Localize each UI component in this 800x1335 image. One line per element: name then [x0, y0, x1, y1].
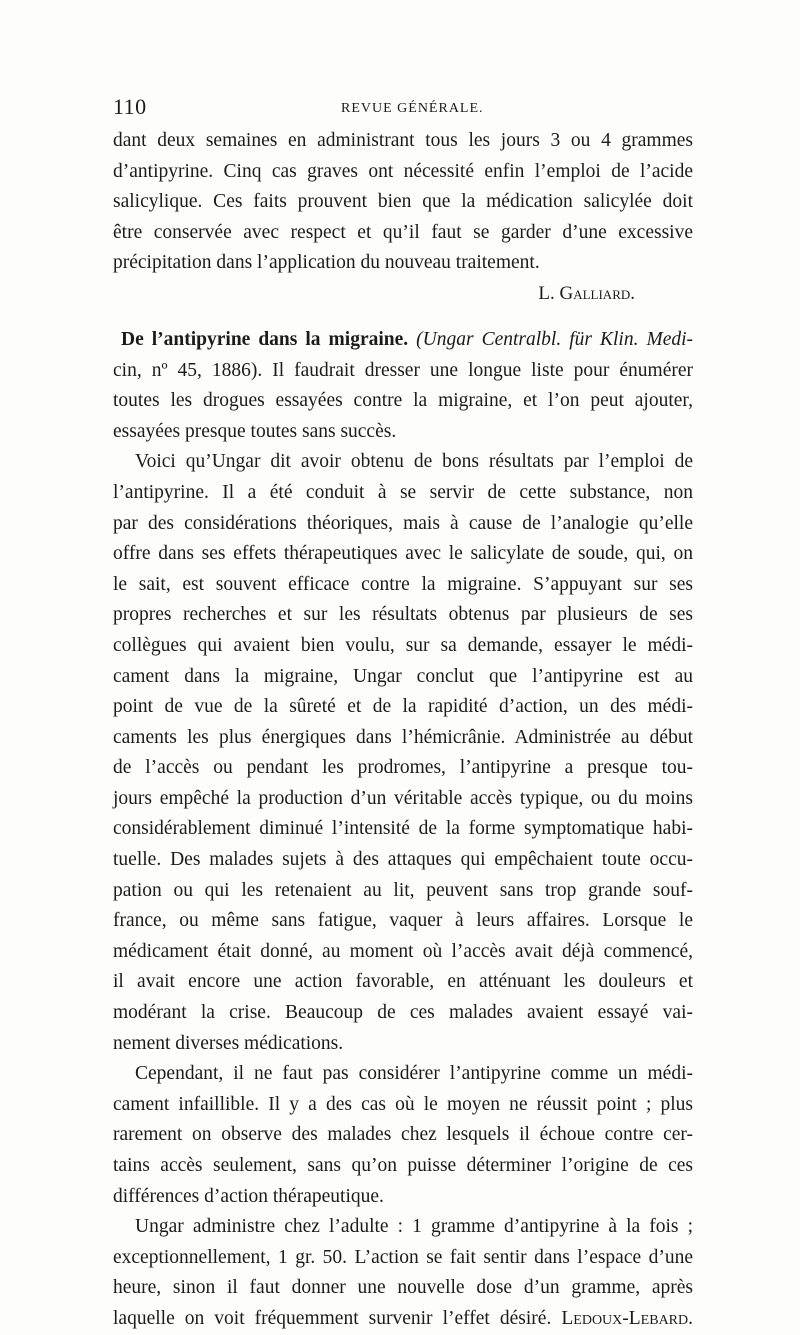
text-line: exceptionnellement, 1 gr. 50. L’action se fait sentir dans l’espace d’une [113, 1246, 693, 1268]
text-line: cin, nº 45, 1886). Il faudrait dresser une longue liste pour énumérer [113, 359, 693, 381]
text-line: d’antipyrine. Cinq cas graves ont nécessité enfin l’emploi de l’acide [113, 160, 693, 182]
text-line: considérablement diminué l’intensité de la forme symptomatique habi- [113, 818, 693, 840]
author-signature: Ledoux-Lebard. [561, 1307, 694, 1329]
text-line: rarement on observe des malades chez lesquels il échoue contre cer- [113, 1124, 693, 1146]
page [113, 92, 693, 1335]
text-line: toutes les drogues essayées contre la migraine, et l’on peut ajouter, [113, 390, 693, 412]
section-title-line [113, 325, 693, 356]
text-line: laquelle on voit fréquemment survenir l’effet désiré. [113, 1307, 552, 1329]
text-line: par des considérations théoriques, mais à cause de l’analogie qu’elle [113, 512, 693, 534]
text-line: différences d’action thérapeutique. [113, 1185, 384, 1207]
text-line: jours empêché la production d’un véritable accès typique, ou du moins [113, 787, 693, 809]
text-line: heure, sinon il faut donner une nouvelle dose d’un gramme, après [113, 1277, 693, 1299]
text-line: le sait, est souvent efficace contre la migraine. S’appuyant sur ses [113, 573, 693, 595]
text-line: collègues qui avaient bien voulu, sur sa demande, essayer le médi- [113, 634, 693, 656]
text-line: offre dans ses effets thérapeutiques avec le salicylate de soude, qui, on [113, 543, 693, 565]
text-line: Cependant, il ne faut pas considérer l’antipyrine comme un médi- [135, 1063, 693, 1085]
text-line: propres recherches et sur les résultats obtenus par plusieurs de ses [113, 604, 693, 626]
final-line [113, 1304, 693, 1335]
page-number: 110 [113, 94, 147, 119]
text-line: cament dans la migraine, Ungar conclut que l’antipyrine est au [113, 665, 693, 687]
text-line: précipitation dans l’application du nouveau traitement. [113, 252, 540, 274]
text-line: l’antipyrine. Il a été conduit à se servir de cette substance, non [113, 481, 693, 503]
page-header [113, 92, 693, 126]
author-signature: L. Galliard. [538, 282, 635, 304]
text-line: cament infaillible. Il y a des cas où le moyen ne réussit point ; plus [113, 1093, 693, 1115]
running-head: REVUE GÉNÉRALE. [341, 101, 484, 116]
text-line: tuelle. Des malades sujets à des attaques qui empêchaient toute occu- [113, 849, 693, 871]
article-text [113, 126, 693, 1335]
text-line: point de vue de la sûreté et de la rapidité d’action, un des médi- [113, 696, 693, 718]
text-line: essayées presque toutes sans succès. [113, 420, 397, 442]
section-2 [113, 325, 693, 1335]
text-line: il avait encore une action favorable, en atténuant les douleurs et [113, 971, 693, 993]
section-title: De l’antipyrine dans la migraine. [121, 328, 409, 350]
text-line: france, ou même sans fatigue, vaquer à leurs affaires. Lorsque le [113, 910, 693, 932]
section-source: (Ungar Centralbl. für Klin. Medi- [416, 328, 694, 350]
text-line: pation ou qui les retenaient au lit, peuvent sans trop grande souf- [113, 879, 693, 901]
text-line: Ungar administre chez l’adulte : 1 gramme d’antipyrine à la fois ; [135, 1216, 693, 1238]
text-line: dant deux semaines en administrant tous les jours 3 ou 4 grammes [113, 130, 693, 151]
text-line: modérant la crise. Beaucoup de ces malades avaient essayé vai- [113, 1002, 693, 1024]
text-line: Voici qu’Ungar dit avoir obtenu de bons résultats par l’emploi de [135, 451, 693, 473]
text-line: nement diverses médications. [113, 1032, 344, 1054]
text-line: caments les plus énergiques dans l’hémicrânie. Administrée au début [113, 726, 693, 748]
text-line: tains accès seulement, sans qu’on puisse déterminer l’origine de ces [113, 1155, 693, 1176]
text-line: salicylique. Ces faits prouvent bien que la médication salicylée doit [113, 191, 693, 213]
text-line: être conservée avec respect et qu’il faut se garder d’une excessive [113, 221, 693, 243]
text-line: médicament était donné, au moment où l’accès avait déjà commencé, [113, 940, 693, 962]
section-gap [113, 309, 693, 325]
section-1 [113, 126, 693, 309]
text-line: de l’accès ou pendant les prodromes, l’antipyrine a presque tou- [113, 757, 693, 779]
